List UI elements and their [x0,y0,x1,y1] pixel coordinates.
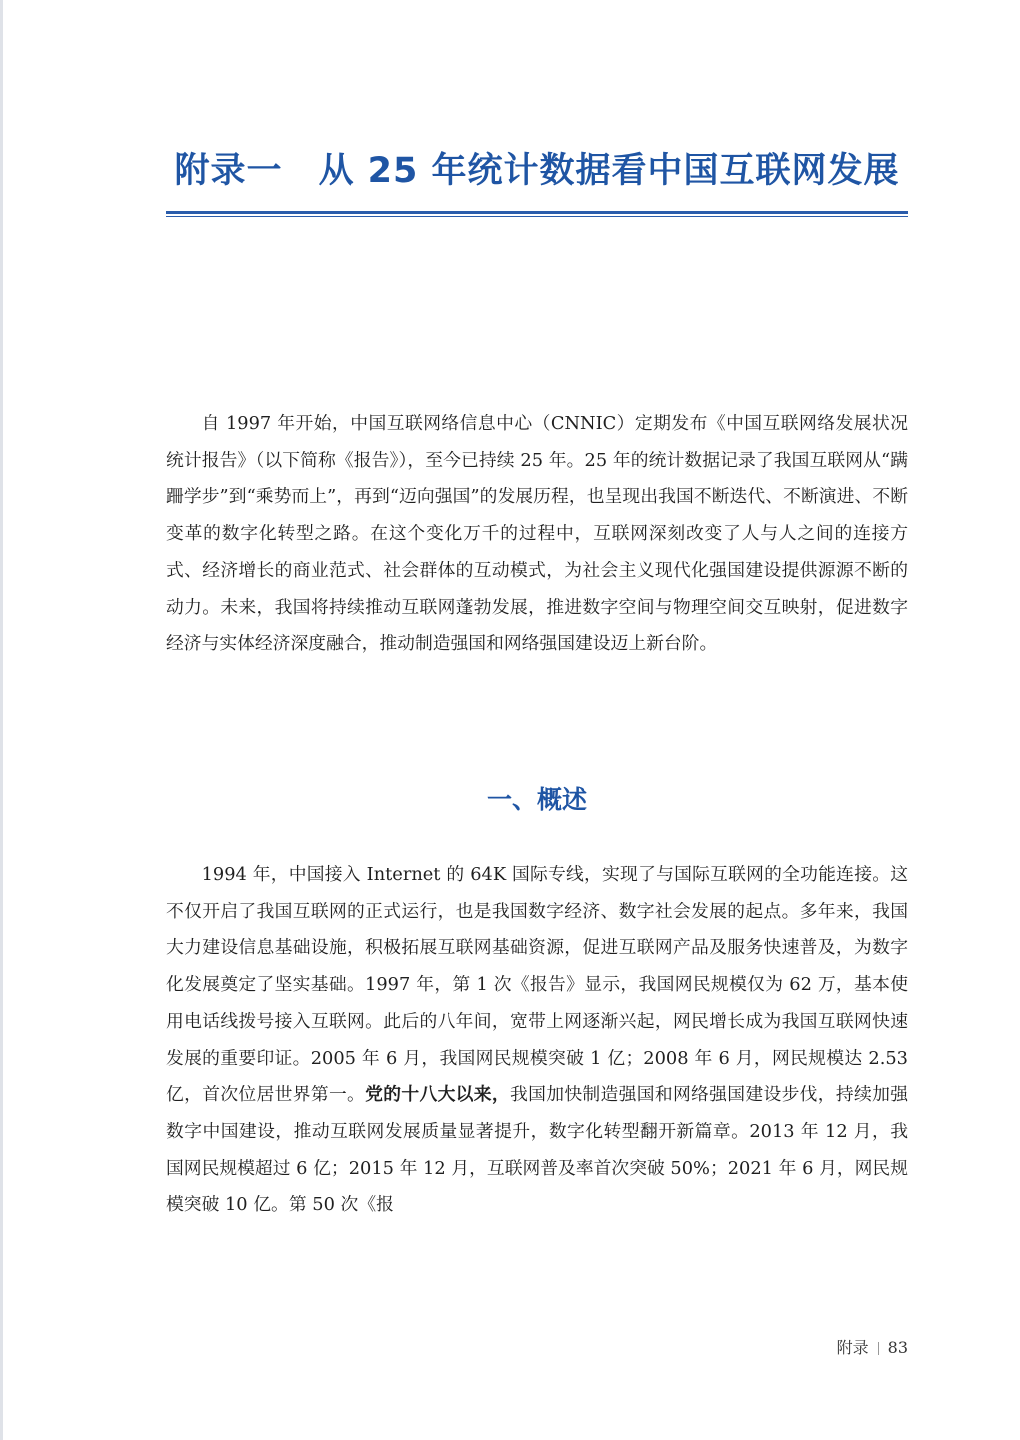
page-title: 附录一 从 25 年统计数据看中国互联网发展 [174,151,900,191]
overview-bold-phrase: 党的十八大以来， [365,1084,510,1106]
page-number: 83 [887,1338,908,1357]
overview-paragraph [166,857,908,1224]
overview-text-part-1: 1994 年，中国接入 Internet 的 64K 国际专线，实现了与国际互联网的全功能连接。这不仅开启了我国互联网的正式运行，也是我国数字经济、数字社会发展的起点。多年来，我国大力建设信息基础设施，积极拓展互联网基础资源，促进互联网产品及服务快速普及，为数字化发展奠定了坚实基础。1997 年，第 1 次《报告》显示，我国网民规模仅为 62 万，基本使用电话线拨号接入互联网。此后的八年间，宽带上网逐渐兴起，网民增长成为我国互联网快速发展的重要印证。2005 年 6 月，我国网民规模突破 1 亿；2008 年 6 月，网民规模达 2.53 亿，首次位居世界第一。 [166,864,908,1106]
intro-paragraph: 自 1997 年开始，中国互联网络信息中心（CNNIC）定期发布《中国互联网络发展状况统计报告》（以下简称《报告》），至今已持续 25 年。25 年的统计数据记录了我国互联网从“蹒跚学步”到“乘势而上”，再到“迈向强国”的发展历程，也呈现出我国不断迭代、不断演进、不断变革的数字化转型之路。在这个变化万千的过程中，互联网深刻改变了人与人之间的连接方式、经济增长的商业范式、社会群体的互动模式，为社会主义现代化强国建设提供源源不断的动力。未来，我国将持续推动互联网蓬勃发展，推进数字空间与物理空间交互映射，促进数字经济与实体经济深度融合，推动制造强国和网络强国建设迈上新台阶。 [166,413,908,655]
page-edge-rule [0,0,3,1440]
footer-section-label: 附录 [836,1338,869,1357]
section-heading: 一、概述 [486,785,587,814]
overview-text-part-2: 我国加快制造强国和网络强国建设步伐，持续加强数字中国建设，推动互联网发展质量显著提升，数字化转型翻开新篇章。2013 年 12 月，我国网民规模超过 6 亿；2015 年 12 月，互联网普及率首次突破 50%；2021 年 6 月，网民规模突破 10 亿。第 50 次《报 [166,1084,908,1216]
title-underline-thick [166,211,908,214]
title-underline-thin [166,216,908,217]
footer-separator [878,1342,879,1355]
page-footer [837,1336,908,1360]
